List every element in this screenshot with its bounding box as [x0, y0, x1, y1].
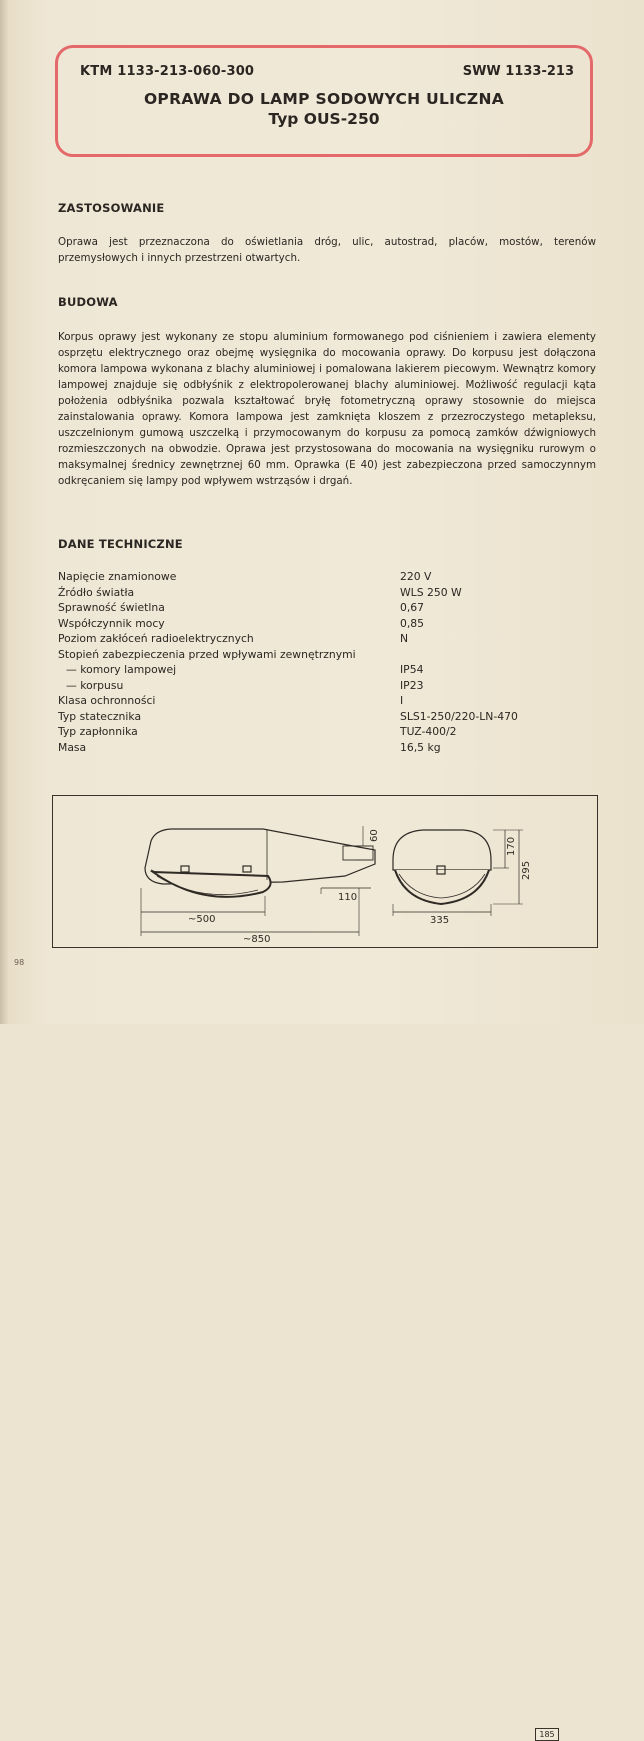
- dim-label-500: ~500: [188, 914, 216, 925]
- row-label: Stopień zabezpieczenia przed wpływami zewnętrznymi: [58, 647, 356, 661]
- front-view-housing: [393, 830, 491, 870]
- row-label: Napięcie znamionowe: [58, 570, 177, 583]
- page-number: 185: [535, 1728, 559, 1741]
- row-label: Współczynnik mocy: [58, 616, 165, 630]
- table-row: [58, 678, 598, 694]
- table-row: [58, 616, 598, 632]
- document-subtitle: Typ OUS-250: [268, 110, 380, 128]
- technical-data-table: [58, 569, 598, 755]
- section-heading-dane: DANE TECHNICZNE: [58, 537, 183, 551]
- row-value: 0,67: [400, 601, 425, 614]
- row-label: Źródło światła: [58, 585, 135, 599]
- row-label: Klasa ochronności: [58, 694, 156, 707]
- section-heading-budowa: BUDOWA: [58, 295, 118, 309]
- table-row: [58, 569, 598, 585]
- side-view-latch-left: [181, 866, 189, 872]
- margin-mark: 98: [14, 958, 25, 967]
- dim-label-335: 335: [430, 915, 450, 926]
- row-value: 220 V: [400, 570, 432, 583]
- row-label: Sprawność świetlna: [58, 601, 165, 614]
- table-row: [58, 585, 598, 601]
- row-value: 0,85: [400, 616, 425, 630]
- table-row: [58, 693, 598, 709]
- pipe-clamp: [343, 846, 373, 860]
- dim-label-850: ~850: [243, 934, 271, 945]
- table-row: [58, 662, 598, 678]
- row-value: SLS1-250/220-LN-470: [400, 709, 518, 723]
- row-value: I: [400, 694, 404, 707]
- row-value: TUZ-400/2: [400, 725, 457, 738]
- budowa-text: Korpus oprawy jest wykonany ze stopu aluminium formowanego pod ciśnieniem i zawiera elementy osprzętu elektrycznego oraz obejmę wysięgnika do mocowania oprawy. Do korpusu jest dołączona komora lampowa wykonana z blachy aluminiowej i pomalowana lakierem piecowym. Wewnątrz komory lampowej znajduje się odbłyśnik z elektropolerowanej blachy aluminiowej. Możliwość regulacji kąta położenia odbłyśnika pozwala kształtować bryłę fotometryczną oprawy stosownie do miejsca zainstalowania oprawy. Komora lampowa jest zamknięta kloszem z przezroczystego metapleksu, uszczelnionym gumową uszczelką i przymocowanym do korpusu za pomocą zamków dźwigniowych rozmieszczonych na obwodzie. Oprawa jest przystosowana do mocowania na wysięgniku rurowym o maksymalnej średnicy zewnętrznej 60 mm. Oprawka (E 40) jest zabezpieczona przed samoczynnym odkręcaniem się lampy pod wpływem wstrząsów i drgań.: [58, 331, 596, 487]
- ktm-code: KTM 1133-213-060-300: [80, 64, 255, 79]
- page-binding-shadow: [0, 0, 8, 1024]
- row-label: Typ zapłonnika: [58, 725, 138, 738]
- row-value: WLS 250 W: [400, 585, 462, 599]
- row-label: Typ statecznika: [58, 709, 142, 723]
- table-row: [58, 631, 598, 647]
- row-value: N: [400, 632, 409, 645]
- row-value: IP23: [400, 678, 424, 692]
- table-row: [58, 709, 598, 725]
- zastosowanie-text: Oprawa jest przeznaczona do oświetlania dróg, ulic, autostrad, placów, mostów, terenów przemysłowych i innych przestrzeni otwartych.: [58, 236, 596, 264]
- dim-label-170: 170: [506, 836, 517, 856]
- document-title: OPRAWA DO LAMP SODOWYCH ULICZNA: [143, 90, 505, 108]
- dim-label-110: 110: [338, 892, 358, 903]
- table-row: [58, 647, 598, 663]
- row-value: 16,5 kg: [400, 740, 441, 754]
- table-row: [58, 740, 598, 756]
- front-view-lamp-chamber: [395, 870, 489, 904]
- header-box: [55, 45, 593, 157]
- sww-code: SWW 1133-213: [462, 64, 574, 79]
- side-view-latch-right: [243, 866, 251, 872]
- section-heading-zastosowanie: ZASTOSOWANIE: [58, 201, 165, 215]
- row-label: — korpusu: [66, 678, 124, 692]
- dim-label-60: 60: [369, 829, 380, 842]
- luminaire-drawing-svg: [53, 796, 596, 946]
- table-row: [58, 724, 598, 740]
- dim-label-295: 295: [521, 860, 532, 880]
- row-value: IP54: [400, 663, 424, 676]
- table-row: [58, 600, 598, 616]
- row-label: Poziom zakłóceń radioelektrycznych: [58, 632, 254, 645]
- technical-drawing: [52, 795, 598, 1739]
- row-label: Masa: [58, 740, 87, 754]
- row-label: — komory lampowej: [66, 663, 177, 676]
